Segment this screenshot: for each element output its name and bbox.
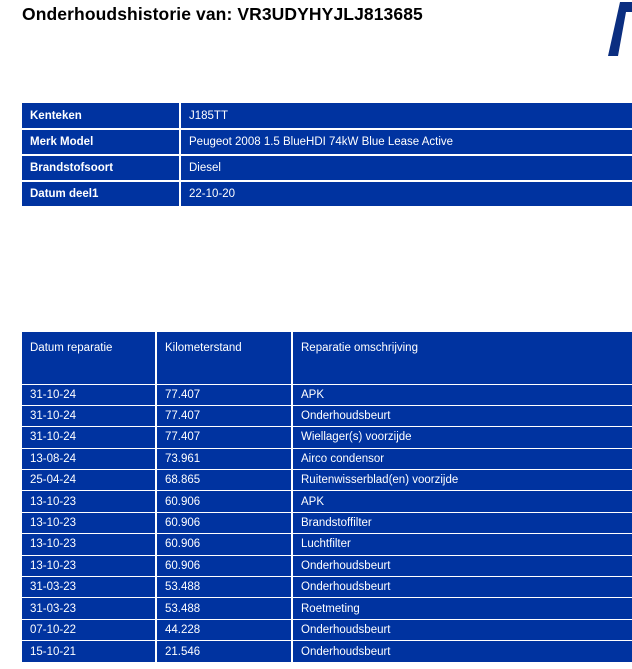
cell-omschrijving: Airco condensor bbox=[292, 448, 632, 469]
cell-datum: 31-10-24 bbox=[22, 405, 156, 426]
column-header-kilometerstand: Kilometerstand bbox=[156, 332, 292, 384]
cell-datum: 15-10-21 bbox=[22, 641, 156, 662]
vehicle-info-value: 22-10-20 bbox=[180, 181, 632, 207]
cell-kilometerstand: 77.407 bbox=[156, 405, 292, 426]
repair-history-header bbox=[22, 332, 632, 384]
cell-datum: 07-10-22 bbox=[22, 619, 156, 640]
vehicle-info-value: J185TT bbox=[180, 103, 632, 129]
column-header-datum-reparatie: Datum reparatie bbox=[22, 332, 156, 384]
cell-kilometerstand: 60.906 bbox=[156, 491, 292, 512]
table-row bbox=[22, 619, 632, 640]
cell-datum: 13-10-23 bbox=[22, 555, 156, 576]
cell-kilometerstand: 44.228 bbox=[156, 619, 292, 640]
repair-history-table bbox=[22, 332, 632, 662]
table-row bbox=[22, 641, 632, 662]
vehicle-info-table bbox=[22, 103, 632, 208]
cell-kilometerstand: 77.407 bbox=[156, 427, 292, 448]
repair-history-body bbox=[22, 384, 632, 662]
cell-kilometerstand: 60.906 bbox=[156, 512, 292, 533]
cell-datum: 25-04-24 bbox=[22, 470, 156, 491]
brand-logo-icon bbox=[606, 0, 632, 60]
table-row bbox=[22, 129, 632, 155]
cell-kilometerstand: 60.906 bbox=[156, 555, 292, 576]
table-row bbox=[22, 384, 632, 405]
cell-datum: 31-03-23 bbox=[22, 598, 156, 619]
table-row bbox=[22, 155, 632, 181]
vehicle-info-body bbox=[22, 103, 632, 207]
cell-datum: 31-10-24 bbox=[22, 384, 156, 405]
cell-omschrijving: Onderhoudsbeurt bbox=[292, 619, 632, 640]
cell-omschrijving: Onderhoudsbeurt bbox=[292, 555, 632, 576]
vehicle-info-label: Brandstofsoort bbox=[22, 155, 180, 181]
vehicle-info-label: Merk Model bbox=[22, 129, 180, 155]
cell-kilometerstand: 21.546 bbox=[156, 641, 292, 662]
cell-kilometerstand: 73.961 bbox=[156, 448, 292, 469]
vehicle-info-value: Diesel bbox=[180, 155, 632, 181]
cell-omschrijving: Wiellager(s) voorzijde bbox=[292, 427, 632, 448]
cell-datum: 13-10-23 bbox=[22, 512, 156, 533]
cell-datum: 31-10-24 bbox=[22, 427, 156, 448]
cell-omschrijving: Ruitenwisserblad(en) voorzijde bbox=[292, 470, 632, 491]
page-title: Onderhoudshistorie van: VR3UDYHYJLJ813685 bbox=[22, 4, 423, 24]
cell-omschrijving: Onderhoudsbeurt bbox=[292, 641, 632, 662]
cell-omschrijving: Luchtfilter bbox=[292, 534, 632, 555]
table-row bbox=[22, 512, 632, 533]
table-row bbox=[22, 555, 632, 576]
cell-kilometerstand: 68.865 bbox=[156, 470, 292, 491]
vehicle-info-label: Datum deel1 bbox=[22, 181, 180, 207]
vehicle-info-value: Peugeot 2008 1.5 BlueHDI 74kW Blue Lease Active bbox=[180, 129, 632, 155]
table-row bbox=[22, 448, 632, 469]
cell-kilometerstand: 77.407 bbox=[156, 384, 292, 405]
column-header-reparatie-omschrijving: Reparatie omschrijving bbox=[292, 332, 632, 384]
cell-kilometerstand: 53.488 bbox=[156, 577, 292, 598]
table-row bbox=[22, 534, 632, 555]
table-row bbox=[22, 598, 632, 619]
cell-kilometerstand: 60.906 bbox=[156, 534, 292, 555]
cell-omschrijving: Onderhoudsbeurt bbox=[292, 577, 632, 598]
table-row bbox=[22, 491, 632, 512]
cell-datum: 13-10-23 bbox=[22, 534, 156, 555]
cell-datum: 13-08-24 bbox=[22, 448, 156, 469]
cell-omschrijving: Roetmeting bbox=[292, 598, 632, 619]
cell-datum: 31-03-23 bbox=[22, 577, 156, 598]
cell-omschrijving: APK bbox=[292, 491, 632, 512]
table-header-row bbox=[22, 332, 632, 384]
table-row bbox=[22, 577, 632, 598]
table-row bbox=[22, 405, 632, 426]
table-row bbox=[22, 427, 632, 448]
cell-omschrijving: Onderhoudsbeurt bbox=[292, 405, 632, 426]
cell-omschrijving: APK bbox=[292, 384, 632, 405]
cell-omschrijving: Brandstoffilter bbox=[292, 512, 632, 533]
table-row bbox=[22, 470, 632, 491]
table-row bbox=[22, 181, 632, 207]
cell-kilometerstand: 53.488 bbox=[156, 598, 292, 619]
table-row bbox=[22, 103, 632, 129]
vehicle-info-label: Kenteken bbox=[22, 103, 180, 129]
cell-datum: 13-10-23 bbox=[22, 491, 156, 512]
